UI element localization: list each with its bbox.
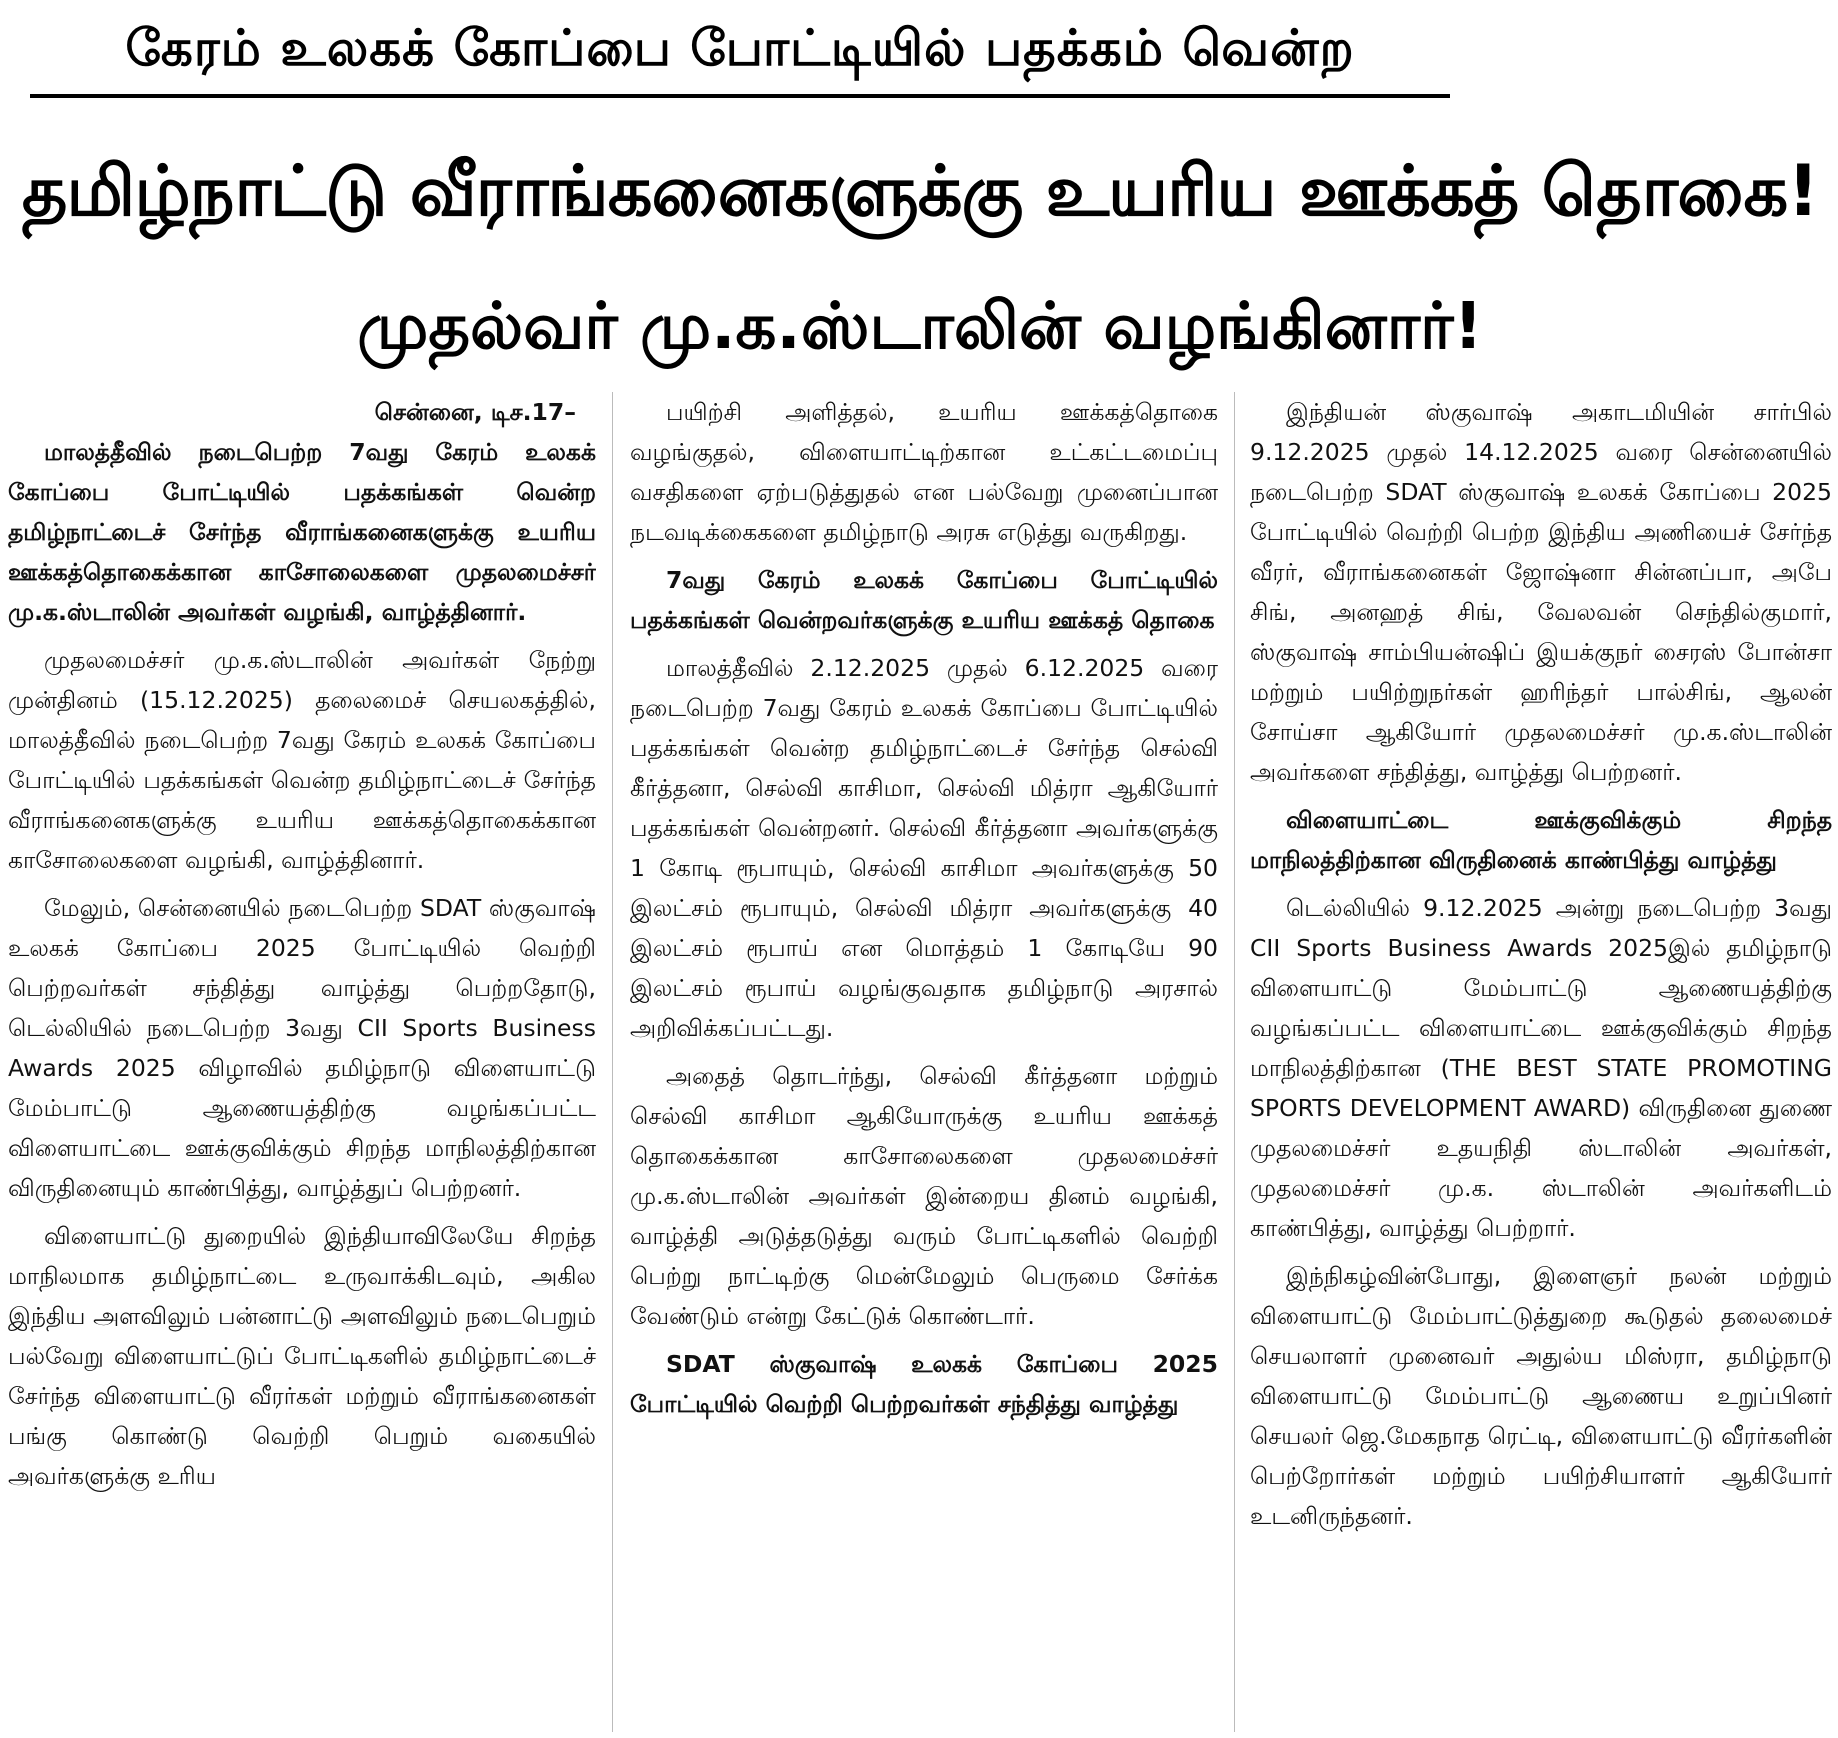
body-paragraph: டெல்லியில் 9.12.2025 அன்று நடைபெற்ற 3வது CII Sports Business Awards 2025இல் தமிழ்நாடு விளையாட்டு மேம்பாட்டு ஆணையத்திற்கு வழங்கப்பட்ட விளையாட்டை ஊக்குவிக்கும் சிறந்த மாநிலத்திற்கான (THE BEST STATE PROMOTING SPORTS DEVELOPMENT AWARD) விருதினை துணை முதலமைச்சர் உதயநிதி ஸ்டாலின் அவர்கள், முதலமைச்சர் மு.க. ஸ்டாலின் அவர்களிடம் காண்பித்து, வாழ்த்து பெற்றார். — [1250, 894, 1832, 1242]
section-heading: 7வது கேரம் உலகக் கோப்பை போட்டியில் பதக்கங்கள் வென்றவர்களுக்கு உயரிய ஊக்கத் தொகை — [630, 566, 1218, 634]
body-paragraph: இந்தியன் ஸ்குவாஷ் அகாடமியின் சார்பில் 9.12.2025 முதல் 14.12.2025 வரை சென்னையில் நடைபெற்ற SDAT ஸ்குவாஷ் உலகக் கோப்பை 2025 போட்டியில் வெற்றி பெற்ற இந்திய அணியைச் சேர்ந்த வீரர், வீராங்கனைகள் ஜோஷ்னா சின்னப்பா, அபே சிங், அனஹத் சிங், வேலவன் செந்தில்குமார், ஸ்குவாஷ் சாம்பியன்ஷிப் இயக்குநர் சைரஸ் போன்சா மற்றும் பயிற்றுநர்கள் ஹரிந்தர் பால்சிங், ஆலன் சோய்சா ஆகியோர் முதலமைச்சர் மு.க.ஸ்டாலின் அவர்களை சந்தித்து, வாழ்த்து பெற்றனர். — [1250, 398, 1832, 786]
column-divider — [1234, 392, 1235, 1732]
dateline: சென்னை, டிச.17– — [374, 398, 576, 426]
body-paragraph: முதலமைச்சர் மு.க.ஸ்டாலின் அவர்கள் நேற்று முன்தினம் (15.12.2025) தலைமைச் செயலகத்தில், மாலத்தீவில் நடைபெற்ற 7வது கேரம் உலகக் கோப்பை போட்டியில் பதக்கங்கள் வென்ற தமிழ்நாட்டைச் சேர்ந்த வீராங்கனைகளுக்கு உயரிய ஊக்கத்தொகைக்கான காசோலைகளை வழங்கி, வாழ்த்தினார். — [8, 646, 596, 874]
column-2 — [630, 392, 1218, 1732]
lead-paragraph: மாலத்தீவில் நடைபெற்ற 7வது கேரம் உலகக் கோப்பை போட்டியில் பதக்கங்கள் வென்ற தமிழ்நாட்டைச் சேர்ந்த வீராங்கனைகளுக்கு உயரிய ஊக்கத்தொகைக்கான காசோலைகளை முதலமைச்சர் மு.க.ஸ்டாலின் அவர்கள் வழங்கி, வாழ்த்தினார். — [8, 438, 596, 626]
body-paragraph: விளையாட்டு துறையில் இந்தியாவிலேயே சிறந்த மாநிலமாக தமிழ்நாட்டை உருவாக்கிடவும், அகில இந்திய அளவிலும் பன்னாட்டு அளவிலும் நடைபெறும் பல்வேறு விளையாட்டுப் போட்டிகளில் தமிழ்நாட்டைச் சேர்ந்த விளையாட்டு வீரர்கள் மற்றும் வீராங்கனைகள் பங்கு கொண்டு வெற்றி பெறும் வகையில் அவர்களுக்கு உரிய — [8, 1222, 596, 1490]
kicker-underline — [30, 94, 1450, 98]
body-paragraph: மாலத்தீவில் 2.12.2025 முதல் 6.12.2025 வரை நடைபெற்ற 7வது கேரம் உலகக் கோப்பை போட்டியில் பதக்கங்கள் வென்ற தமிழ்நாட்டைச் சேர்ந்த செல்வி கீர்த்தனா, செல்வி காசிமா, செல்வி மித்ரா ஆகியோர் பதக்கங்கள் வென்றனர். செல்வி கீர்த்தனா அவர்களுக்கு 1 கோடி ரூபாயும், செல்வி காசிமா அவர்களுக்கு 50 இலட்சம் ரூபாயும், செல்வி மித்ரா அவர்களுக்கு 40 இலட்சம் ரூபாய் என மொத்தம் 1 கோடியே 90 இலட்சம் ரூபாய் வழங்குவதாக தமிழ்நாடு அரசால் அறிவிக்கப்பட்டது. — [630, 654, 1218, 1042]
column-1 — [8, 392, 596, 1732]
section-heading: விளையாட்டை ஊக்குவிக்கும் சிறந்த மாநிலத்திற்கான விருதினைக் காண்பித்து வாழ்த்து — [1250, 806, 1832, 874]
main-headline: தமிழ்நாட்டு வீராங்கனைகளுக்கு உயரிய ஊக்கத் தொகை! — [21, 149, 1819, 232]
body-paragraph: பயிற்சி அளித்தல், உயரிய ஊக்கத்தொகை வழங்குதல், விளையாட்டிற்கான உட்கட்டமைப்பு வசதிகளை ஏற்படுத்துதல் என பல்வேறு முனைப்பான நடவடிக்கைகளை தமிழ்நாடு அரசு எடுத்து வருகிறது. — [630, 398, 1218, 546]
body-paragraph: மேலும், சென்னையில் நடைபெற்ற SDAT ஸ்குவாஷ் உலகக் கோப்பை 2025 போட்டியில் வெற்றி பெற்றவர்கள் சந்தித்து வாழ்த்து பெற்றதோடு, டெல்லியில் நடைபெற்ற 3வது CII Sports Business Awards 2025 விழாவில் தமிழ்நாடு விளையாட்டு மேம்பாட்டு ஆணையத்திற்கு வழங்கப்பட்ட விளையாட்டை ஊக்குவிக்கும் சிறந்த மாநிலத்திற்கான விருதினையும் காண்பித்து, வாழ்த்துப் பெற்றனர். — [8, 894, 596, 1202]
body-paragraph: அதைத் தொடர்ந்து, செல்வி கீர்த்தனா மற்றும் செல்வி காசிமா ஆகியோருக்கு உயரிய ஊக்கத் தொகைக்கான காசோலைகளை முதலமைச்சர் மு.க.ஸ்டாலின் அவர்கள் இன்றைய தினம் வழங்கி, வாழ்த்தி அடுத்தடுத்து வரும் போட்டிகளில் வெற்றி பெற்று நாட்டிற்கு மென்மேலும் பெருமை சேர்க்க வேண்டும் என்று கேட்டுக் கொண்டார். — [630, 1062, 1218, 1330]
section-heading: SDAT ஸ்குவாஷ் உலகக் கோப்பை 2025 போட்டியில் வெற்றி பெற்றவர்கள் சந்தித்து வாழ்த்து — [630, 1350, 1218, 1418]
column-3 — [1250, 392, 1832, 1732]
sub-headline: முதல்வர் மு.க.ஸ்டாலின் வழங்கினார்! — [357, 290, 1483, 364]
body-paragraph: இந்நிகழ்வின்போது, இளைஞர் நலன் மற்றும் விளையாட்டு மேம்பாட்டுத்துறை கூடுதல் தலைமைச் செயலாளர் முனைவர் அதுல்ய மிஸ்ரா, தமிழ்நாடு விளையாட்டு மேம்பாட்டு ஆணைய உறுப்பினர் செயலர் ஜெ.மேகநாத ரெட்டி, விளையாட்டு வீரர்களின் பெற்றோர்கள் மற்றும் பயிற்சியாளர் ஆகியோர் உடனிருந்தனர். — [1250, 1262, 1832, 1530]
kicker-headline: கேரம் உலகக் கோப்பை போட்டியில் பதக்கம் வென்ற — [125, 18, 1355, 77]
column-divider — [612, 392, 613, 1732]
